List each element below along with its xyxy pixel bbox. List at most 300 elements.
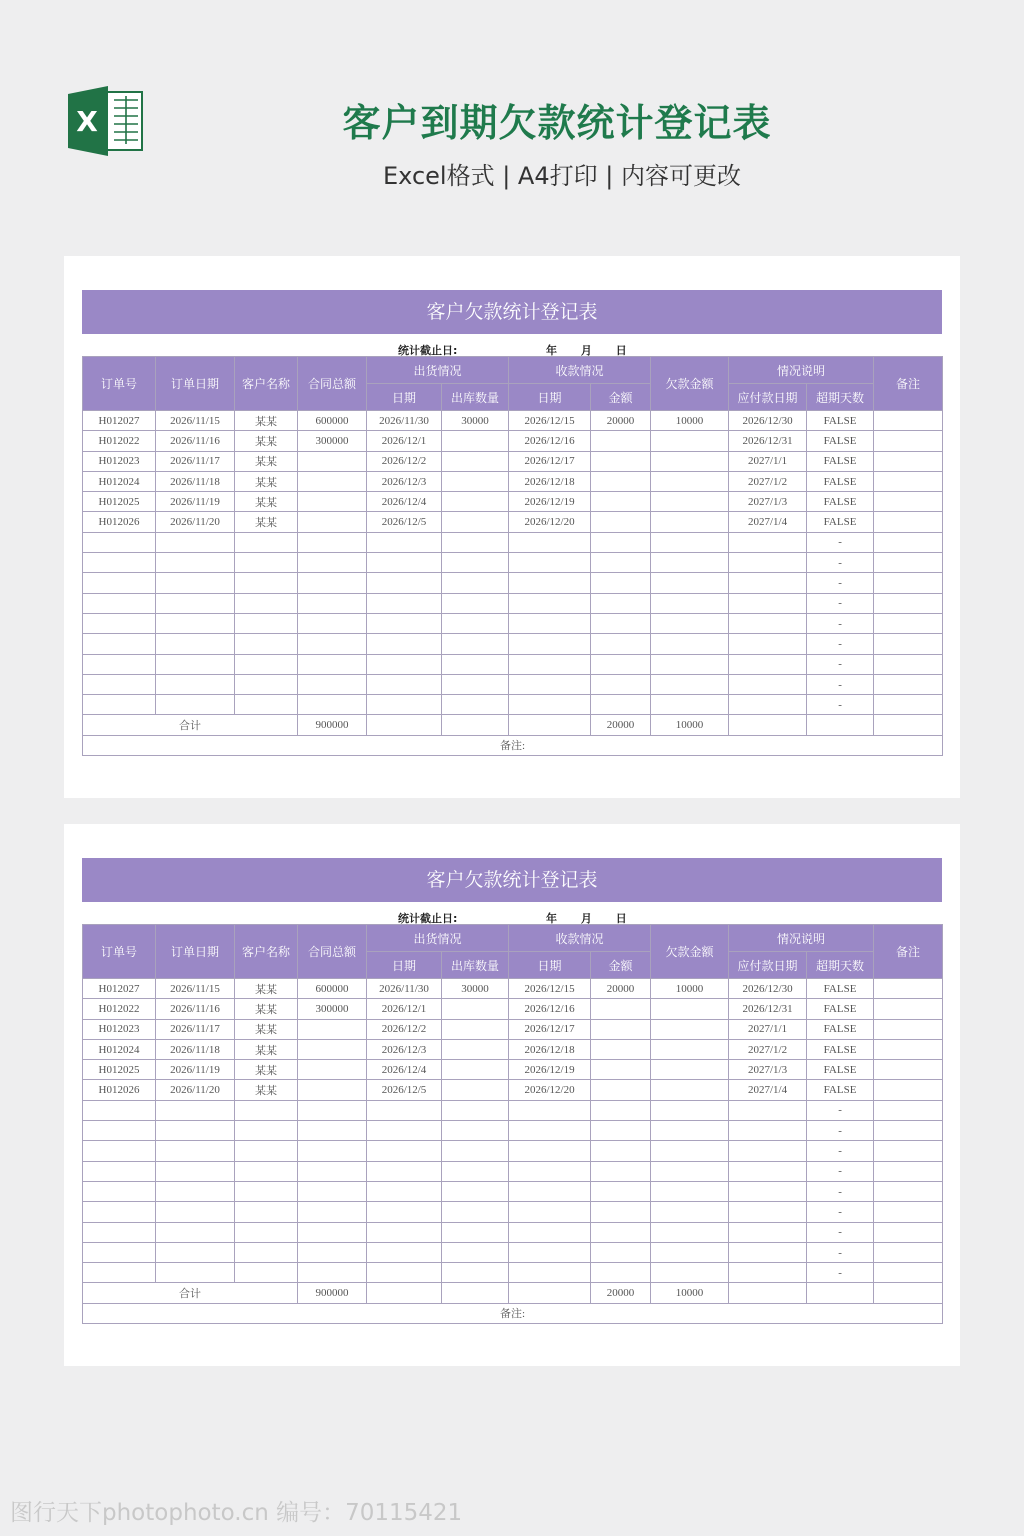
table-cell [591,471,651,491]
table-cell: - [807,573,874,593]
table-cell [442,451,509,471]
table-cell [367,695,442,715]
table-cell [591,1242,651,1262]
table-cell [651,654,729,674]
table-cell [874,492,943,512]
table-cell [591,999,651,1019]
table-cell: 2026/12/15 [509,979,591,999]
table-cell: - [807,1100,874,1120]
table-cell [83,654,156,674]
table-cell [298,695,367,715]
table-cell [442,1080,509,1100]
table-cell [591,1222,651,1242]
header-shipping: 出货情况 [367,357,509,384]
table-cell [729,674,807,694]
table-cell: 2026/12/15 [509,411,591,431]
table-cell [442,695,509,715]
table-row [83,471,943,491]
table-row [83,411,943,431]
table-cell [874,1141,943,1161]
table-cell [367,1100,442,1120]
table-cell [874,1222,943,1242]
table-cell [367,1161,442,1181]
table-cell: FALSE [807,1080,874,1100]
table-cell [651,512,729,532]
table-cell [235,593,298,613]
table-cell: 10000 [651,411,729,431]
table-cell: H012023 [83,451,156,471]
table-cell: 2026/12/18 [509,1039,591,1059]
sheet-title: 客户欠款统计登记表 [82,858,942,902]
table-cell [442,1202,509,1222]
header-shipping: 出货情况 [367,925,509,952]
table-cell [729,1263,807,1283]
table-cell: - [807,674,874,694]
table-cell [651,1019,729,1039]
cutoff-year: 年 [546,344,557,357]
cutoff-year: 年 [546,912,557,925]
table-cell [156,532,235,552]
table-cell [591,1263,651,1283]
header-recv-date: 日期 [509,384,591,411]
table-cell [156,613,235,633]
notes-row [83,1303,943,1323]
table-cell [591,674,651,694]
table-cell [367,1242,442,1262]
table-cell [298,1121,367,1141]
table-cell [651,1242,729,1262]
table-cell [298,1100,367,1120]
table-cell [591,431,651,451]
table-cell: 2026/12/2 [367,451,442,471]
header-ship-date: 日期 [367,384,442,411]
table-cell: FALSE [807,1019,874,1039]
table-row [83,1181,943,1201]
table-cell: 某某 [235,1019,298,1039]
table-cell: - [807,634,874,654]
table-cell: 2026/11/18 [156,471,235,491]
table-cell [651,1202,729,1222]
table-cell [235,674,298,694]
table-cell: FALSE [807,979,874,999]
table-cell [156,1181,235,1201]
total-arrears: 10000 [651,1283,729,1303]
table-cell: 2026/12/17 [509,451,591,471]
table-cell [83,695,156,715]
table-cell [83,1121,156,1141]
table-cell [591,1121,651,1141]
table-row [83,1060,943,1080]
total-label: 合计 [83,1283,298,1303]
table-cell [298,512,367,532]
header-remarks: 备注 [874,925,943,979]
header-order-no: 订单号 [83,357,156,411]
table-cell [83,1222,156,1242]
table-cell [442,553,509,573]
table-cell: 2026/12/18 [509,471,591,491]
table-cell [651,1039,729,1059]
table-cell [591,695,651,715]
total-recv-amount: 20000 [591,715,651,735]
table-cell [591,1060,651,1080]
table-cell [651,1080,729,1100]
table-cell [367,1121,442,1141]
table-cell [651,674,729,694]
header-contract-total: 合同总额 [298,925,367,979]
table-cell [298,613,367,633]
table-cell [235,553,298,573]
table-cell [367,1141,442,1161]
table-cell [83,553,156,573]
table-cell: FALSE [807,1060,874,1080]
table-cell: 300000 [298,431,367,451]
table-cell [442,532,509,552]
table-cell [651,1100,729,1120]
table-cell [156,654,235,674]
table-cell: 600000 [298,411,367,431]
table-cell: 2026/12/19 [509,492,591,512]
table-cell [874,1242,943,1262]
table-cell: - [807,1181,874,1201]
table-cell [509,1181,591,1201]
table-cell [874,674,943,694]
table-cell [156,695,235,715]
table-cell [298,553,367,573]
table-cell: 某某 [235,1039,298,1059]
table-cell [367,1202,442,1222]
table-row [83,1100,943,1120]
table-cell: FALSE [807,512,874,532]
table-cell [83,634,156,654]
table-cell: 某某 [235,512,298,532]
header-due-date: 应付款日期 [729,384,807,411]
table-cell [367,593,442,613]
table-cell [442,1161,509,1181]
table-cell: 2026/11/17 [156,1019,235,1039]
table-cell [442,1242,509,1262]
table-cell: 2026/12/5 [367,1080,442,1100]
table-cell [651,634,729,654]
table-cell: 2026/11/19 [156,492,235,512]
table-cell [509,1222,591,1242]
table-cell [874,979,943,999]
table-cell [729,1141,807,1161]
table-row [83,613,943,633]
table-cell: 2027/1/1 [729,1019,807,1039]
table-cell [509,593,591,613]
table-cell [442,1100,509,1120]
table-cell [298,1222,367,1242]
table-cell [874,593,943,613]
table-row [83,512,943,532]
table-cell [509,1100,591,1120]
table-cell [729,593,807,613]
table-cell [83,573,156,593]
table-cell: 30000 [442,979,509,999]
table-cell: 2026/12/4 [367,492,442,512]
table-cell [235,532,298,552]
table-cell [651,451,729,471]
table-cell [874,411,943,431]
table-cell: 2026/11/15 [156,411,235,431]
table-cell [235,1121,298,1141]
table-cell [156,1141,235,1161]
table-cell [729,573,807,593]
table-cell: H012024 [83,471,156,491]
table-cell [651,1222,729,1242]
table-cell: - [807,593,874,613]
page-title: 客户到期欠款统计登记表 [342,101,772,145]
page-subtitle: Excel格式 | A4打印 | 内容可更改 [383,162,741,190]
table-cell [442,1121,509,1141]
table-cell [509,1242,591,1262]
table-cell [874,431,943,451]
table-cell: 2026/11/20 [156,512,235,532]
table-cell [442,492,509,512]
table-cell [235,654,298,674]
table-cell [83,1100,156,1120]
notes-label: 备注: [83,735,943,755]
table-cell [509,695,591,715]
table-cell: FALSE [807,1039,874,1059]
table-cell: FALSE [807,492,874,512]
table-cell [367,553,442,573]
table-cell [156,553,235,573]
total-row [83,1283,943,1303]
table-cell [442,999,509,1019]
table-cell [874,573,943,593]
table-cell [235,1263,298,1283]
header-recv-amount: 金额 [591,952,651,979]
table-cell [874,654,943,674]
table-cell [156,1202,235,1222]
table-cell [729,532,807,552]
table-cell: 2026/12/16 [509,999,591,1019]
table-cell [729,1121,807,1141]
watermark: 图行天下photophoto.cn 编号：70115421 [10,1500,463,1526]
table-cell [874,613,943,633]
table-cell [874,1121,943,1141]
table-cell [874,1039,943,1059]
sheet-card [64,256,960,798]
table-cell [729,613,807,633]
table-cell [298,634,367,654]
table-cell [651,593,729,613]
table-cell: 2026/11/15 [156,979,235,999]
table-cell [156,1263,235,1283]
table-cell [83,1202,156,1222]
header-order-no: 订单号 [83,925,156,979]
table-row [83,1019,943,1039]
notes-row [83,735,943,755]
table-cell [874,1060,943,1080]
header-due-date: 应付款日期 [729,952,807,979]
table-cell [651,999,729,1019]
table-cell: 2026/12/17 [509,1019,591,1039]
table-cell: FALSE [807,999,874,1019]
table-cell [874,451,943,471]
cutoff-label: 统计截止日: [398,344,458,357]
table-cell: 2026/12/30 [729,979,807,999]
table-cell [298,573,367,593]
table-cell [442,1263,509,1283]
table-cell: 2027/1/4 [729,512,807,532]
table-row [83,634,943,654]
table-cell: 2027/1/2 [729,1039,807,1059]
table-cell [442,674,509,694]
table-row [83,1141,943,1161]
cutoff-day: 日 [615,344,627,357]
table-cell [442,431,509,451]
table-cell [874,1080,943,1100]
cutoff-day: 日 [615,912,627,925]
table-cell [367,1222,442,1242]
table-cell [591,1141,651,1161]
table-cell [442,1222,509,1242]
table-cell [298,1202,367,1222]
table-cell: - [807,613,874,633]
table-cell: 600000 [298,979,367,999]
table-row [83,492,943,512]
table-cell [651,573,729,593]
header-ship-qty: 出库数量 [442,952,509,979]
table-cell: 某某 [235,979,298,999]
table-cell: 2026/12/1 [367,999,442,1019]
table-cell: H012025 [83,492,156,512]
cutoff-month: 月 [580,344,592,357]
table-cell [591,1202,651,1222]
table-cell [156,1121,235,1141]
table-cell [367,532,442,552]
table-cell [298,1161,367,1181]
table-cell [509,1121,591,1141]
table-cell [509,654,591,674]
table-cell [651,695,729,715]
table-cell [874,532,943,552]
table-cell [442,512,509,532]
table-cell [874,1100,943,1120]
header-customer: 客户名称 [235,925,298,979]
table-cell [874,1019,943,1039]
table-cell [442,1060,509,1080]
table-cell: - [807,695,874,715]
table-cell: 2026/12/1 [367,431,442,451]
header-receipt: 收款情况 [509,925,651,952]
table-cell [156,1242,235,1262]
table-cell: - [807,1222,874,1242]
total-contract: 900000 [298,715,367,735]
table-row [83,553,943,573]
table-cell: 2026/12/31 [729,431,807,451]
table-cell [509,532,591,552]
table-cell [729,1202,807,1222]
table-cell: 某某 [235,492,298,512]
table-cell: H012023 [83,1019,156,1039]
table-cell [729,1242,807,1262]
ledger-table [82,356,943,756]
table-cell [156,1161,235,1181]
header-receipt: 收款情况 [509,357,651,384]
table-row [83,1242,943,1262]
table-cell: H012027 [83,979,156,999]
table-cell [651,431,729,451]
header-arrears: 欠款金额 [651,925,729,979]
table-cell [156,634,235,654]
table-cell [298,1181,367,1201]
table-cell: 某某 [235,431,298,451]
table-cell: - [807,1161,874,1181]
table-cell: H012027 [83,411,156,431]
table-cell: 10000 [651,979,729,999]
table-row [83,674,943,694]
table-row [83,1080,943,1100]
table-cell [509,613,591,633]
table-cell [442,573,509,593]
table-cell [367,634,442,654]
table-cell: - [807,553,874,573]
table-cell: 2027/1/2 [729,471,807,491]
table-cell [591,613,651,633]
table-cell: - [807,1263,874,1283]
table-cell [235,573,298,593]
table-row [83,1202,943,1222]
table-row [83,999,943,1019]
table-cell: 2027/1/1 [729,451,807,471]
table-cell: 2026/11/19 [156,1060,235,1080]
table-cell: - [807,1202,874,1222]
table-cell [83,593,156,613]
table-cell: 20000 [591,979,651,999]
table-cell [591,1039,651,1059]
table-cell [442,1141,509,1161]
table-row [83,979,943,999]
table-cell [651,471,729,491]
table-cell [298,471,367,491]
table-cell [874,512,943,532]
table-cell: 2026/12/5 [367,512,442,532]
table-cell [83,1141,156,1161]
table-cell: H012022 [83,999,156,1019]
table-cell [83,1242,156,1262]
table-cell [156,573,235,593]
table-cell: 2026/12/2 [367,1019,442,1039]
table-cell: 某某 [235,1060,298,1080]
table-cell: 2026/11/18 [156,1039,235,1059]
table-cell: 2026/12/4 [367,1060,442,1080]
table-cell: - [807,1141,874,1161]
header-ship-date: 日期 [367,952,442,979]
table-cell [729,695,807,715]
table-cell: 30000 [442,411,509,431]
table-row [83,654,943,674]
table-cell [442,1039,509,1059]
table-cell: 2026/11/17 [156,451,235,471]
table-cell [298,1080,367,1100]
table-cell [509,1202,591,1222]
table-row [83,431,943,451]
table-cell [298,1141,367,1161]
ledger-table [82,924,943,1324]
table-cell [298,654,367,674]
table-cell: 2026/12/20 [509,512,591,532]
header-overdue-days: 超期天数 [807,384,874,411]
table-row [83,1039,943,1059]
header-contract-total: 合同总额 [298,357,367,411]
table-cell [874,695,943,715]
table-cell: 某某 [235,411,298,431]
table-cell: H012025 [83,1060,156,1080]
table-cell [729,553,807,573]
